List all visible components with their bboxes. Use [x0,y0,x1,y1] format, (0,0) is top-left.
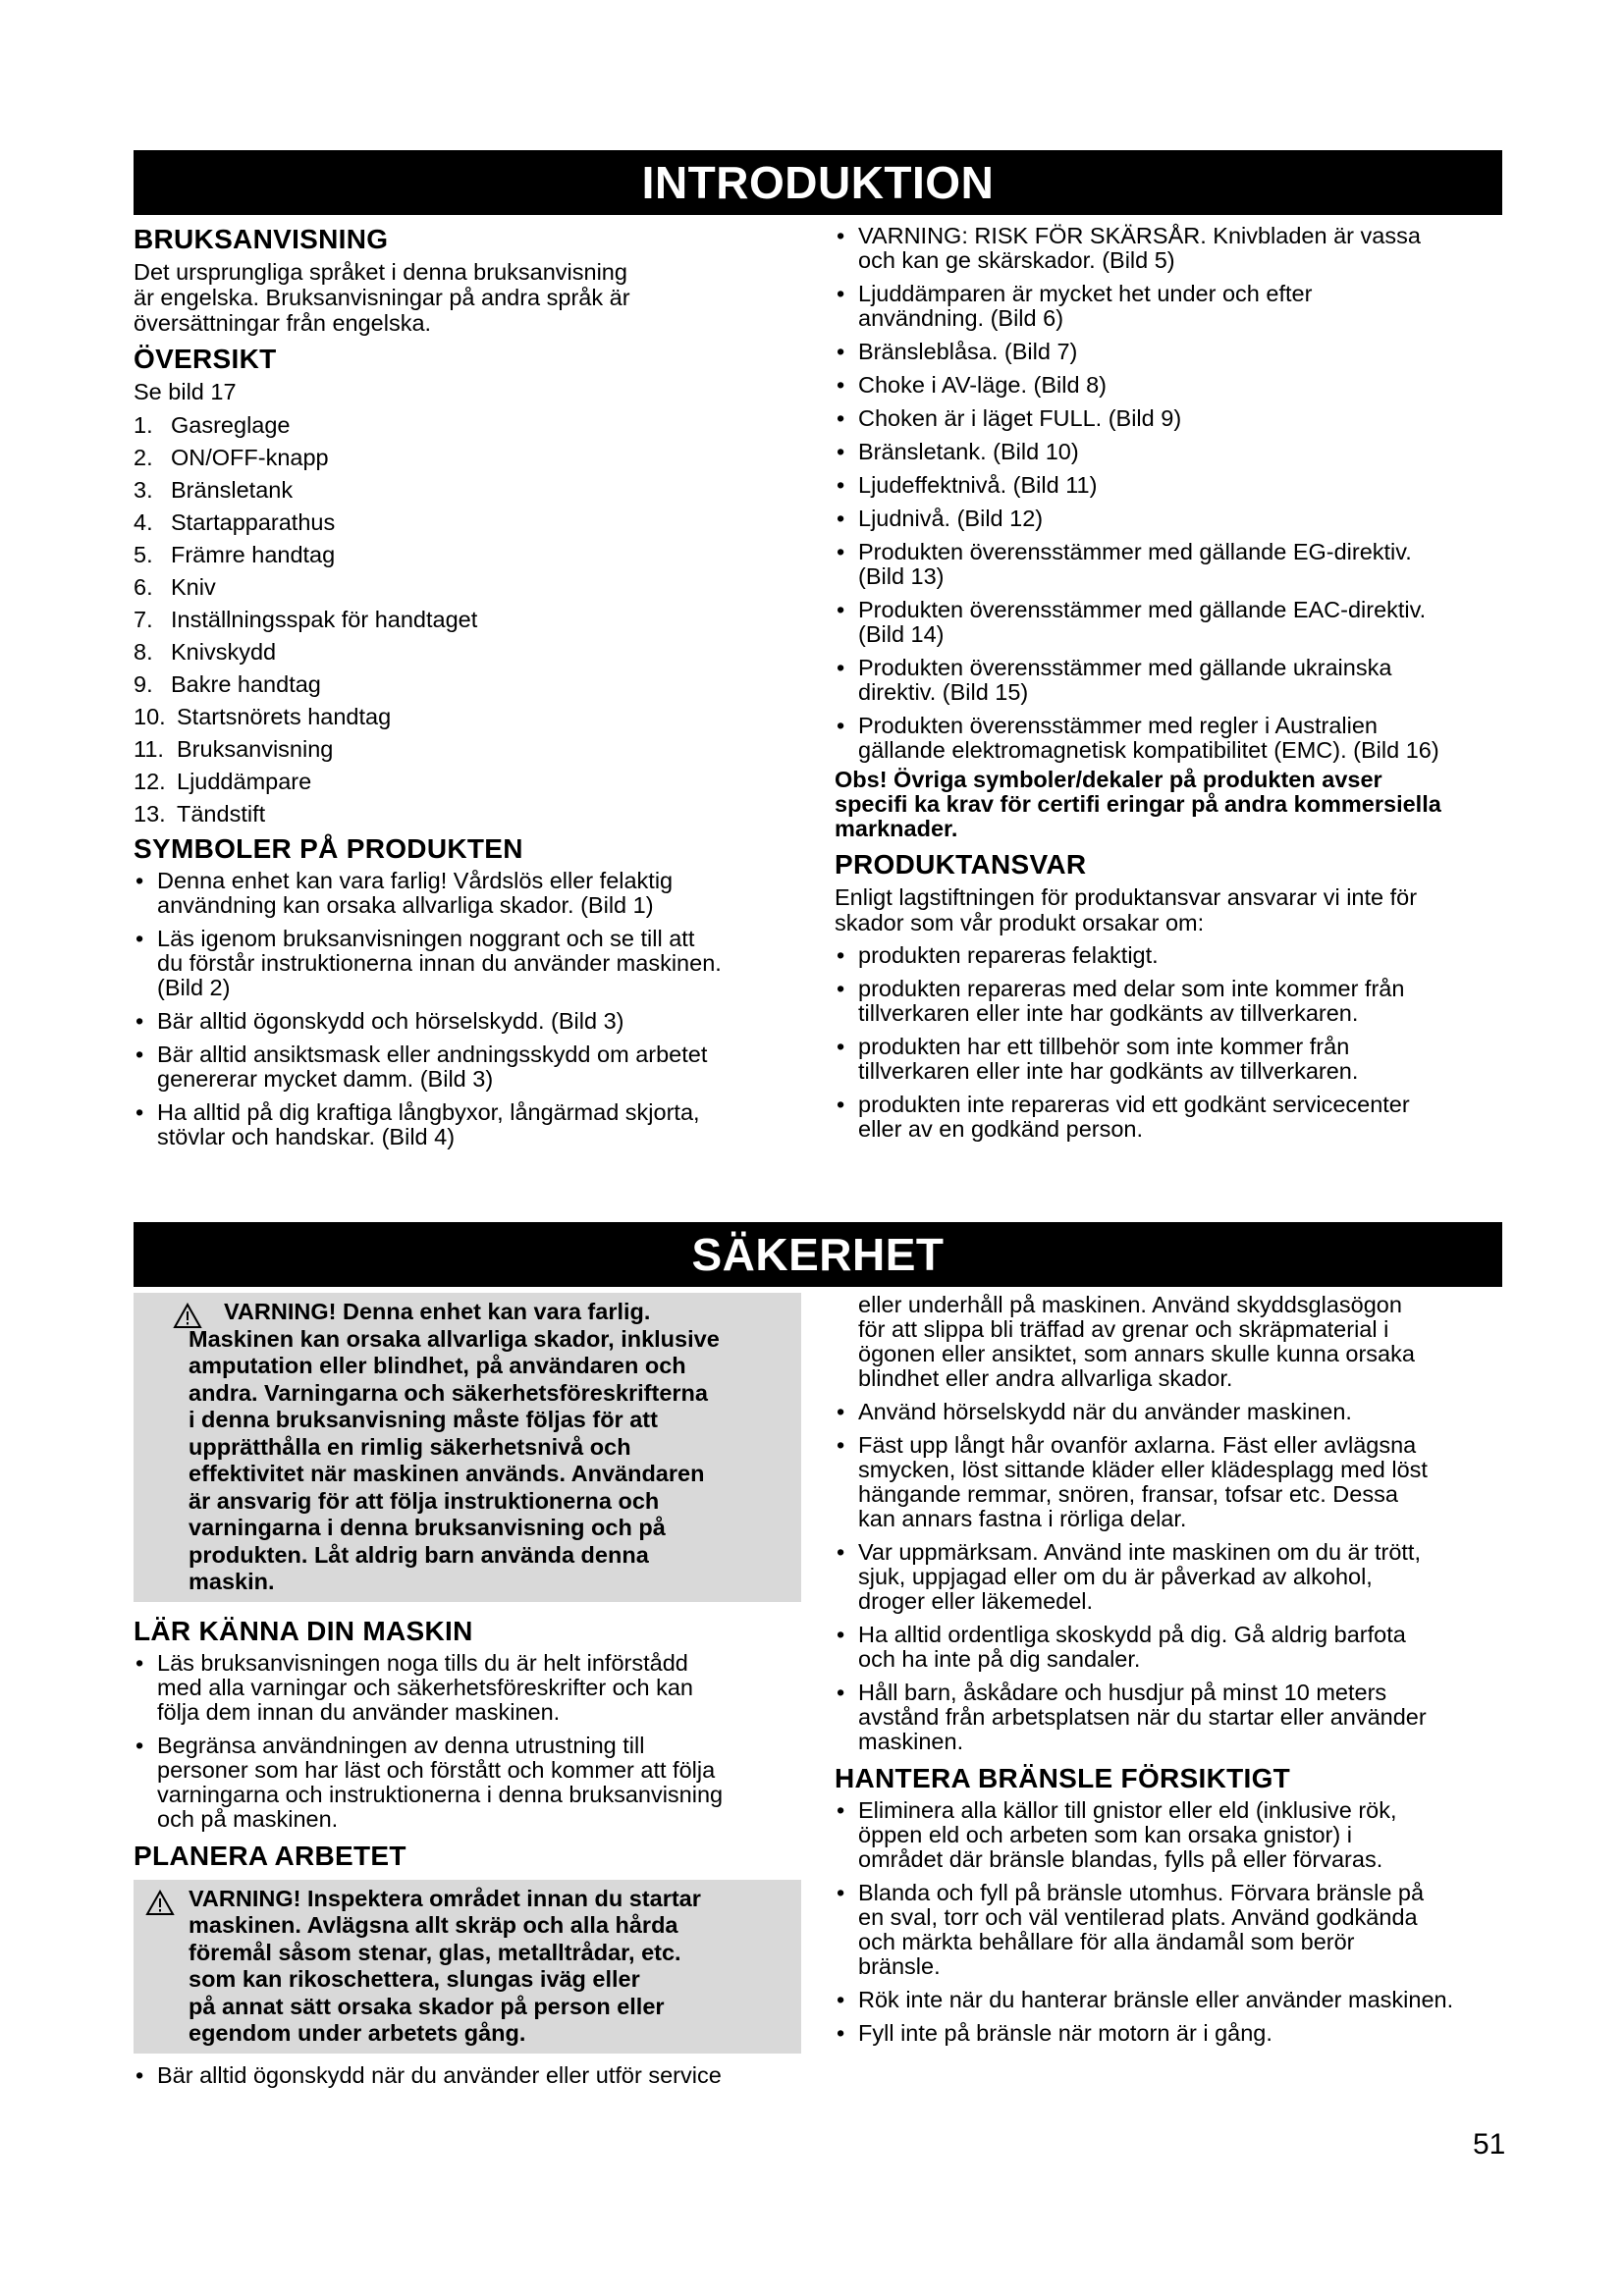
list-item-line: följa dem innan du använder maskinen. [157,1698,561,1725]
oversikt-item [134,704,801,729]
text-line: som kan rikoschettera, slungas iväg eller [189,1966,640,1992]
oversikt-item [134,607,801,632]
list-item-line: • Choken är i läget FULL. (Bild 9) [858,405,1182,431]
list-item-line: • Denna enhet kan vara farlig! Vårdslös eller felaktig [157,868,674,893]
list-item-line: • Bär alltid ögonskydd när du använder eller utför service [157,2061,722,2088]
list-item-line: tillverkaren eller inte har godkänts av tillverkaren. [858,1058,1359,1084]
text-line: ögonen eller ansiktet, som annars skulle kunna orsaka [858,1341,1415,1366]
warning-triangle-icon [145,1890,175,1916]
item-label: ON/OFF-knapp [171,445,329,470]
list-item-line: kan annars fastna i rörliga delar. [858,1506,1187,1531]
lar-kanna-list [134,1651,801,1832]
text-line: marknader. [835,816,958,841]
list-item-line: gällande elektromagnetisk kompatibilitet (EMC). (Bild 16) [858,737,1439,763]
text-line: blindhet eller andra allvarliga skador. [858,1365,1233,1391]
list-item [835,656,1512,705]
list-item [835,224,1512,273]
list-item-line: området där bränsle blandas, fylls på eller förvaras. [858,1846,1383,1872]
oversikt-item [134,769,801,794]
list-item [835,2021,1512,2046]
warning-text-general [189,1299,784,1596]
text-line: maskinen. Avlägsna allt skräp och alla hårda [189,1912,678,1938]
list-item [835,1681,1512,1754]
list-item-line: du förstår instruktionerna innan du använder maskinen. [157,950,722,976]
item-number: 3. [134,477,153,503]
list-item-line: sjuk, uppjagad eller om du är påverkad av alkohol, [858,1564,1373,1589]
produktansvar-heading: PRODUKTANSVAR [835,849,1087,880]
item-label: Tändstift [177,801,266,827]
list-item-line: hängande remmar, snören, fransar, tofsar etc. Dessa [858,1481,1398,1507]
list-item-line: • Ljuddämparen är mycket het under och efter [858,281,1313,306]
list-item-line: • Läs bruksanvisningen noga tills du är helt införstådd [157,1649,688,1676]
list-item-line: • produkten repareras felaktigt. [858,942,1159,968]
list-item-line: • Blanda och fyll på bränsle utomhus. Förvara bränsle på [858,1880,1425,1905]
list-item-line: • Bränsleblåsa. (Bild 7) [858,339,1078,364]
list-item-line: • Fäst upp långt hår ovanför axlarna. Fäst eller avlägsna [858,1432,1417,1458]
list-item-line: användning kan orsaka allvarliga skador. (Bild 1) [157,892,654,918]
list-item-line: personer som har läst och förstått och kommer att följa [157,1756,716,1783]
item-label: Startsnörets handtag [177,704,392,729]
item-label: Startapparathus [171,509,336,535]
symboler-list [134,869,801,1149]
text-line: specifi ka krav för certifi eringar på andra kommersiella [835,791,1441,817]
list-item [835,373,1512,398]
list-item [835,1035,1512,1084]
item-number: 11. [134,736,164,762]
warning-box-general [134,1293,801,1602]
list-item-line: • Bär alltid ansiktsmask eller andningsskydd om arbetet [157,1041,708,1067]
item-label: Knivskydd [171,639,277,665]
item-label: Bränsletank [171,477,294,503]
list-item-line: smycken, löst sittande kläder eller klädesplagg med löst [858,1457,1428,1482]
list-item-line: • VARNING: RISK FÖR SKÄRSÅR. Knivbladen är vassa [858,223,1421,248]
list-item-line: (Bild 13) [858,563,945,589]
oversikt-item [134,445,801,470]
list-item-line: bränsle. [858,1953,941,1979]
page-number: 51 [1473,2128,1506,2161]
text-line: är ansvarig för att följa instruktionerna och [189,1487,660,1514]
oversikt-item [134,542,801,567]
list-item [835,340,1512,364]
list-item [835,1540,1512,1614]
oversikt-list [134,412,801,827]
list-item [835,507,1512,531]
list-item-line: genererar mycket damm. (Bild 3) [157,1066,494,1092]
intro-left-column [134,224,801,1158]
list-item [134,927,801,1000]
text-line: effektivitet när maskinen används. Användaren [189,1461,705,1486]
item-number: 7. [134,607,153,632]
text-line: Enligt lagstiftningen för produktansvar ansvarar vi inte för [835,884,1418,910]
text-line: varningarna i denna bruksanvisning och på [189,1515,666,1540]
item-label: Inställningsspak för handtaget [171,607,478,632]
list-item [835,282,1512,331]
list-item-line: • Eliminera alla källor till gnistor eller eld (inklusive rök, [858,1797,1397,1823]
list-item [835,1988,1512,2012]
list-item [835,440,1512,464]
list-item [835,977,1512,1026]
obs-note [835,768,1512,841]
list-item [835,1400,1512,1424]
bruksanvisning-heading: BRUKSANVISNING [134,224,389,254]
list-item-line: • Var uppmärksam. Använd inte maskinen om du är trött, [858,1539,1421,1565]
item-label: Gasreglage [171,412,291,438]
list-item [134,869,801,918]
service-continuation [835,1293,1512,1391]
list-item [835,1433,1512,1531]
list-item-line: • Begränsa användningen av denna utrustning till [157,1732,645,1758]
list-item [835,943,1512,968]
safety-right-list [835,1400,1512,1754]
oversikt-heading: ÖVERSIKT [134,344,277,374]
list-item-line: • Läs igenom bruksanvisningen noggrant och se till att [157,926,695,951]
item-number: 10. [134,704,166,729]
list-item-line: • Ha alltid ordentliga skoskydd på dig. Gå aldrig barfota [858,1622,1406,1647]
list-item-line: varningarna och instruktionerna i denna bruksanvisning [157,1781,724,1807]
introduktion-banner: INTRODUKTION [134,150,1502,215]
oversikt-intro: Se bild 17 [134,379,237,404]
list-item-line: öppen eld och arbeten som kan orsaka gnistor) i [858,1822,1352,1847]
list-item-line: • produkten har ett tillbehör som inte kommer från [858,1034,1350,1059]
list-item [835,1093,1512,1142]
list-item-line: • produkten inte repareras vid ett godkänt servicecenter [858,1092,1410,1117]
text-line: översättningar från engelska. [134,310,432,336]
list-item-line: • Bränsletank. (Bild 10) [858,439,1079,464]
list-item-line: • produkten repareras med delar som inte kommer från [858,976,1405,1001]
text-line: för att slippa bli träffad av grenar och skräpmaterial i [858,1316,1389,1342]
list-item-line: användning. (Bild 6) [858,305,1064,331]
item-number: 6. [134,574,153,600]
list-item-line: • Produkten överensstämmer med gällande EAC-direktiv. [858,597,1427,622]
oversikt-item [134,736,801,762]
list-item [835,406,1512,431]
intro-right-column [835,224,1512,1150]
item-label: Kniv [171,574,216,600]
list-item [134,2063,801,2088]
text-line: amputation eller blindhet, på användaren och [189,1353,686,1378]
text-line: andra. Varningarna och säkerhetsföreskrifterna [189,1379,708,1406]
produktansvar-list [835,943,1512,1142]
list-item [134,1009,801,1034]
planera-list [134,2063,801,2088]
warning-text-planera [189,1886,784,2048]
list-item [134,1100,801,1149]
text-line: är engelska. Bruksanvisningar på andra språk är [134,285,630,310]
list-item-line: (Bild 14) [858,621,945,647]
oversikt-item [134,671,801,697]
text-line: skador som vår produkt orsakar om: [835,910,1205,935]
text-line: egendom under arbetets gång. [189,2020,526,2046]
list-item-line: • Ljudnivå. (Bild 12) [858,506,1044,531]
text-line: i denna bruksanvisning måste följas för att [189,1407,658,1432]
text-line: VARNING! Inspektera området innan du startar [189,1885,701,1911]
text-line: Maskinen kan orsaka allvarliga skador, inklusive [189,1325,720,1352]
item-number: 13. [134,801,166,827]
text-line: på annat sätt orsaka skador på person eller [189,1993,665,2019]
list-item-line: och kan ge skärskador. (Bild 5) [858,247,1175,273]
list-item-line: maskinen. [858,1729,964,1754]
item-number: 2. [134,445,153,470]
list-item [835,540,1512,589]
item-label: Bakre handtag [171,671,321,697]
list-item-line: tillverkaren eller inte har godkänts av tillverkaren. [858,1000,1359,1026]
item-number: 8. [134,639,153,665]
list-item-line: • Använd hörselskydd när du använder maskinen. [858,1399,1352,1424]
text-line: upprätthålla en rimlig säkerhetsnivå och [189,1433,631,1460]
lar-kanna-heading: LÄR KÄNNA DIN MASKIN [134,1615,473,1646]
sakerhet-banner: SÄKERHET [134,1222,1502,1287]
oversikt-item [134,574,801,600]
list-item-line: och på maskinen. [157,1805,339,1832]
text-line: föremål såsom stenar, glas, metalltrådar, etc. [189,1939,681,1965]
list-item-line: • Ha alltid på dig kraftiga långbyxor, långärmad skjorta, [157,1099,700,1125]
text-line: Det ursprungliga språket i denna bruksanvisning [134,259,627,285]
item-label: Bruksanvisning [177,736,334,762]
list-item-line: • Ljudeffektnivå. (Bild 11) [858,472,1098,498]
list-item-line: direktiv. (Bild 15) [858,679,1029,705]
list-item-line: (Bild 2) [157,975,231,1000]
list-item-line: med alla varningar och säkerhetsföreskrifter och kan [157,1674,693,1700]
text-line: maskin. [189,1569,275,1594]
item-number: 4. [134,509,153,535]
bruksanvisning-text [134,259,801,336]
item-number: 5. [134,542,153,567]
oversikt-item [134,801,801,827]
list-item-line: och ha inte på dig sandaler. [858,1646,1141,1672]
text-line: eller underhåll på maskinen. Använd skyddsglasögon [858,1292,1402,1317]
produktansvar-text [835,884,1512,935]
item-label: Främre handtag [171,542,336,567]
text-line: Obs! Övriga symboler/dekaler på produkten avser [835,767,1382,792]
safety-left-column [134,1293,801,2097]
list-item [835,1881,1512,1979]
bransle-list [835,1798,1512,2046]
list-item-line: stövlar och handskar. (Bild 4) [157,1124,456,1149]
oversikt-item [134,477,801,503]
list-item-line: • Håll barn, åskådare och husdjur på minst 10 meters [858,1680,1387,1705]
list-item-line: avstånd från arbetsplatsen när du startar eller använder [858,1704,1427,1730]
warning-triangle-icon [173,1303,202,1329]
planera-heading: PLANERA ARBETET [134,1840,406,1871]
item-label: Ljuddämpare [177,769,312,794]
list-item [835,473,1512,498]
list-item-line: • Fyll inte på bränsle när motorn är i gång. [858,2020,1272,2046]
list-item-line: eller av en godkänd person. [858,1116,1144,1142]
safety-right-column [835,1293,1512,2055]
oversikt-item [134,412,801,438]
list-item-line: droger eller läkemedel. [858,1588,1094,1614]
bransle-heading: HANTERA BRÄNSLE FÖRSIKTIGT [835,1763,1291,1793]
text-line: VARNING! Denna enhet kan vara farlig. [224,1299,651,1324]
oversikt-item [134,509,801,535]
oversikt-item [134,639,801,665]
warning-box-planera [134,1880,801,2054]
item-number: 1. [134,412,153,438]
list-item [835,1623,1512,1672]
symbol-list-right [835,224,1512,763]
list-item-line: • Produkten överensstämmer med gällande EG-direktiv. [858,539,1412,564]
list-item-line: och märkta behållare för alla ändamål som berör [858,1929,1355,1954]
list-item-line: • Bär alltid ögonskydd och hörselskydd. (Bild 3) [157,1008,624,1034]
list-item-line: • Produkten överensstämmer med regler i Australien [858,713,1378,738]
list-item [134,1042,801,1092]
symboler-heading: SYMBOLER PÅ PRODUKTEN [134,833,523,864]
item-number: 9. [134,671,153,697]
list-item [835,714,1512,763]
list-item-line: • Choke i AV-läge. (Bild 8) [858,372,1107,398]
list-item [835,598,1512,647]
list-item [835,1798,1512,1872]
list-item-line: en sval, torr och väl ventilerad plats. Använd godkända [858,1904,1418,1930]
list-item [134,1734,801,1832]
list-item-line: • Produkten överensstämmer med gällande ukrainska [858,655,1392,680]
list-item-line: • Rök inte när du hanterar bränsle eller använder maskinen. [858,1987,1454,2012]
item-number: 12. [134,769,166,794]
list-item [134,1651,801,1725]
text-line: produkten. Låt aldrig barn använda denna [189,1541,649,1568]
